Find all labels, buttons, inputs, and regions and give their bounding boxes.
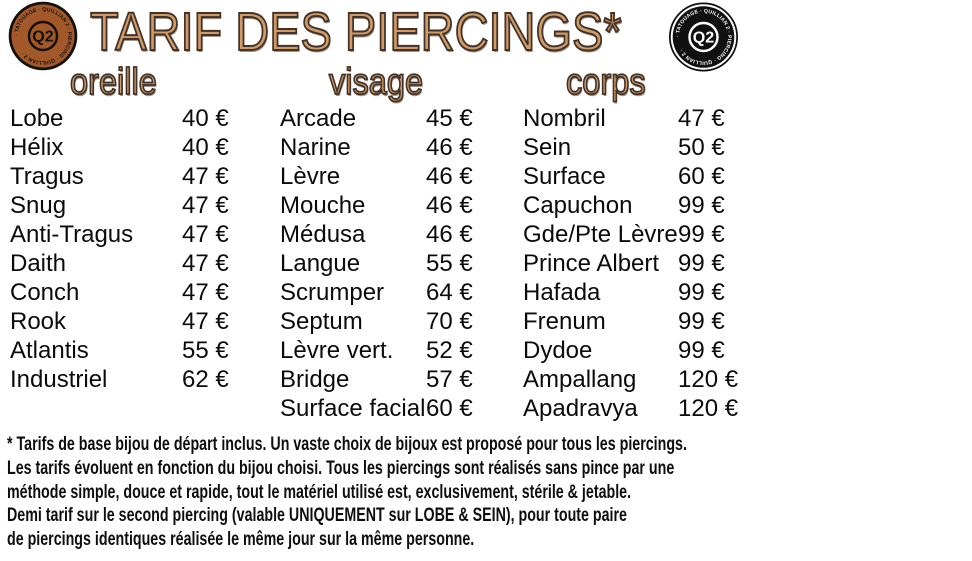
price-row bbox=[523, 133, 770, 162]
piercing-name: Rook bbox=[10, 307, 67, 335]
piercing-price: 47 € bbox=[182, 278, 229, 306]
price-row bbox=[10, 336, 272, 365]
poster-title: TARIF DES PIERCINGS* bbox=[90, 2, 622, 62]
piercing-price: 46 € bbox=[426, 191, 473, 219]
piercing-name: Prince Albert bbox=[523, 249, 660, 277]
piercing-name: Ampallang bbox=[523, 365, 637, 393]
column-header-visage: visage bbox=[329, 61, 424, 102]
price-row bbox=[280, 278, 526, 307]
piercing-price: 70 € bbox=[426, 307, 473, 335]
piercing-name: Langue bbox=[280, 249, 361, 277]
logo-left-ring-text: · TATOUAGE · QUILLIAN 2 · PIERCING · QUILLIAN 2 · bbox=[13, 6, 73, 66]
price-row bbox=[10, 133, 272, 162]
price-column-corps bbox=[523, 104, 770, 423]
price-row bbox=[280, 249, 526, 278]
price-row bbox=[280, 336, 526, 365]
piercing-name: Arcade bbox=[280, 104, 357, 132]
price-row bbox=[523, 191, 770, 220]
piercing-price: 99 € bbox=[678, 278, 725, 306]
piercing-name: Hafada bbox=[523, 278, 601, 306]
piercing-name: Daith bbox=[10, 249, 67, 277]
price-row bbox=[523, 307, 770, 336]
column-header-corps: corps bbox=[566, 61, 646, 102]
piercing-name: Mouche bbox=[280, 191, 366, 219]
price-column-visage bbox=[280, 104, 526, 423]
piercing-price: 99 € bbox=[678, 191, 725, 219]
footer-line: Demi tarif sur le second piercing (valable UNIQUEMENT sur LOBE & SEIN), pour toute paire bbox=[7, 505, 627, 527]
piercing-name: Gde/Pte Lèvre bbox=[523, 220, 678, 248]
piercing-name: Bridge bbox=[280, 365, 350, 393]
piercing-price: 47 € bbox=[182, 162, 229, 190]
piercing-name: Surface facial bbox=[280, 394, 426, 422]
piercing-name: Hélix bbox=[10, 133, 64, 161]
piercing-price: 57 € bbox=[426, 365, 473, 393]
piercing-name: Anti-Tragus bbox=[10, 220, 134, 248]
piercing-price: 46 € bbox=[426, 133, 473, 161]
logo-right-monogram: Q2 bbox=[692, 28, 715, 47]
price-row bbox=[523, 365, 770, 394]
price-row bbox=[523, 336, 770, 365]
piercing-price: 99 € bbox=[678, 307, 725, 335]
piercing-price: 62 € bbox=[182, 365, 229, 393]
piercing-name: Sein bbox=[523, 133, 572, 161]
piercing-price: 46 € bbox=[426, 220, 473, 248]
piercing-price: 55 € bbox=[426, 249, 473, 277]
piercing-name: Lèvre bbox=[280, 162, 341, 190]
logo-left-monogram: Q2 bbox=[32, 27, 54, 46]
price-row bbox=[280, 191, 526, 220]
price-row bbox=[280, 307, 526, 336]
piercing-price: 99 € bbox=[678, 249, 725, 277]
piercing-price: 60 € bbox=[678, 162, 725, 190]
price-row bbox=[523, 220, 770, 249]
piercing-price: 45 € bbox=[426, 104, 473, 132]
logo-right-ring-text: · TATOUAGE · QUILLIAN 2 · PIERCING · QUILLIAN 2 · bbox=[674, 8, 733, 66]
piercing-price: 47 € bbox=[182, 191, 229, 219]
piercing-price: 47 € bbox=[182, 220, 229, 248]
piercing-name: Apadravya bbox=[523, 394, 638, 422]
piercing-price: 60 € bbox=[426, 394, 473, 422]
price-row bbox=[280, 104, 526, 133]
footer-note bbox=[7, 433, 914, 552]
piercing-name: Capuchon bbox=[523, 191, 633, 219]
footer-line: de piercings identiques réalisée le même jour sur la même personne. bbox=[7, 529, 475, 551]
price-row bbox=[10, 249, 272, 278]
footer-line: Les tarifs évoluent en fonction du bijou choisi. Tous les piercings sont réalisés sans pince par une bbox=[7, 457, 675, 479]
piercing-price: 47 € bbox=[182, 249, 229, 277]
piercing-name: Dydoe bbox=[523, 336, 593, 364]
piercing-price: 99 € bbox=[678, 220, 725, 248]
piercing-name: Industriel bbox=[10, 365, 108, 393]
piercing-price: 40 € bbox=[182, 133, 229, 161]
logo-left-badge bbox=[8, 1, 78, 71]
piercing-price: 55 € bbox=[182, 336, 229, 364]
piercing-name: Tragus bbox=[10, 162, 84, 190]
piercing-name: Lèvre vert. bbox=[280, 336, 394, 364]
piercing-price: 120 € bbox=[678, 394, 739, 422]
price-row bbox=[10, 220, 272, 249]
piercing-name: Frenum bbox=[523, 307, 606, 335]
price-row bbox=[280, 162, 526, 191]
footer-line: * Tarifs de base bijou de départ inclus. Un vaste choix de bijoux est proposé pour tous les piercings. bbox=[7, 434, 687, 455]
price-row bbox=[523, 104, 770, 133]
price-row bbox=[280, 133, 526, 162]
piercing-name: Surface bbox=[523, 162, 606, 190]
price-row bbox=[280, 365, 526, 394]
price-row bbox=[10, 278, 272, 307]
price-row bbox=[10, 162, 272, 191]
piercing-price: 52 € bbox=[426, 336, 473, 364]
piercing-price: 40 € bbox=[182, 104, 229, 132]
price-column-oreille bbox=[10, 104, 272, 394]
piercing-name: Scrumper bbox=[280, 278, 385, 306]
piercing-name: Nombril bbox=[523, 104, 606, 132]
price-row bbox=[280, 220, 526, 249]
piercing-price: 47 € bbox=[182, 307, 229, 335]
piercing-name: Snug bbox=[10, 191, 67, 219]
logo-right-badge bbox=[667, 2, 740, 72]
price-row bbox=[10, 365, 272, 394]
price-row bbox=[523, 162, 770, 191]
piercing-name: Médusa bbox=[280, 220, 366, 248]
piercing-price: 64 € bbox=[426, 278, 473, 306]
price-row bbox=[10, 104, 272, 133]
price-row bbox=[523, 394, 770, 423]
price-row bbox=[523, 249, 770, 278]
piercing-name: Narine bbox=[280, 133, 351, 161]
piercing-price: 120 € bbox=[678, 365, 739, 393]
column-header-oreille: oreille bbox=[70, 61, 157, 102]
price-row bbox=[10, 307, 272, 336]
piercing-price: 47 € bbox=[678, 104, 725, 132]
piercing-name: Atlantis bbox=[10, 336, 89, 364]
piercing-price: 99 € bbox=[678, 336, 725, 364]
price-row bbox=[10, 191, 272, 220]
footer-line: méthode simple, douce et rapide, tout le matériel utilisé est, exclusivement, stérile & jetable. bbox=[7, 481, 632, 503]
piercing-price: 46 € bbox=[426, 162, 473, 190]
piercing-price: 50 € bbox=[678, 133, 725, 161]
price-row bbox=[523, 278, 770, 307]
piercing-name: Lobe bbox=[10, 104, 64, 132]
piercing-name: Septum bbox=[280, 307, 363, 335]
price-row bbox=[280, 394, 526, 423]
piercing-name: Conch bbox=[10, 278, 80, 306]
